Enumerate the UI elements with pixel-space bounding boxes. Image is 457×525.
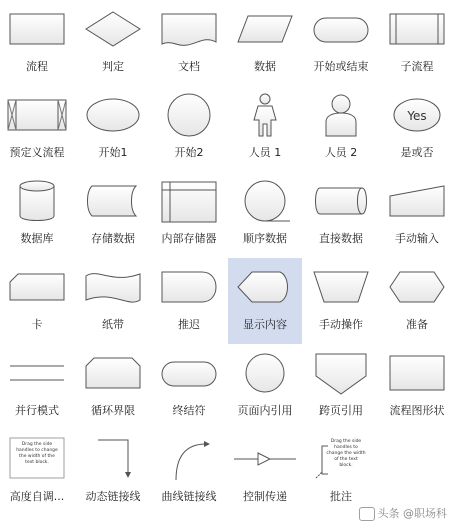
stencil-item[interactable] — [228, 344, 302, 430]
stencil-item[interactable] — [304, 172, 378, 258]
card-icon — [2, 262, 72, 312]
stencil-item-label: 内部存储器 — [161, 232, 217, 245]
svg-text:block.: block. — [339, 463, 353, 468]
display-icon — [230, 262, 300, 312]
stencil-item-label: 子流程 — [400, 60, 434, 73]
stencil-item-label: 顺序数据 — [243, 232, 287, 245]
stencil-item[interactable] — [304, 430, 378, 516]
manual-operation-icon — [306, 262, 376, 312]
svg-text:Drag the side: Drag the side — [21, 442, 53, 447]
stencil-item-label: 页面内引用 — [237, 404, 293, 417]
svg-text:handles to change: handles to change — [16, 448, 58, 453]
on-page-reference-icon — [230, 348, 300, 398]
svg-text:of the text: of the text — [334, 457, 358, 462]
preparation-icon — [382, 262, 452, 312]
paper-tape-icon — [78, 262, 148, 312]
stencil-item[interactable] — [380, 86, 454, 172]
auto-height-text-icon — [2, 434, 72, 484]
predefined-process-icon — [2, 90, 72, 140]
stencil-item-label: 动态链接线 — [85, 490, 141, 503]
stencil-item-label: 开始1 — [98, 146, 128, 159]
curved-connector-icon — [154, 434, 224, 484]
subprocess-icon — [382, 4, 452, 54]
terminal-icon — [154, 348, 224, 398]
stencil-item-label: 存储数据 — [91, 232, 135, 245]
stencil-item[interactable] — [304, 344, 378, 430]
stencil-item[interactable] — [0, 258, 74, 344]
stencil-item-label: 开始或结束 — [313, 60, 369, 73]
stencil-item-label: 开始2 — [174, 146, 204, 159]
watermark: 头条 @职场科 — [359, 505, 448, 521]
svg-text:the width of the: the width of the — [19, 454, 55, 459]
stencil-item[interactable] — [304, 258, 378, 344]
yes-no-icon — [382, 90, 452, 140]
annotation-icon — [306, 434, 376, 484]
manual-input-icon — [382, 176, 452, 226]
stencil-item-label: 判定 — [102, 60, 124, 73]
stencil-item[interactable] — [380, 172, 454, 258]
document-icon — [154, 4, 224, 54]
person-figure-icon — [230, 90, 300, 140]
start-ellipse-icon — [78, 90, 148, 140]
stencil-item[interactable] — [0, 86, 74, 172]
flowchart-shape-icon — [382, 348, 452, 398]
database-icon — [2, 176, 72, 226]
stencil-item-label: 卡 — [31, 318, 43, 331]
stencil-item-label: 推迟 — [178, 318, 200, 331]
stencil-item[interactable] — [304, 0, 378, 86]
stencil-item[interactable] — [228, 258, 302, 344]
stencil-item-label: 终结符 — [172, 404, 206, 417]
stencil-item[interactable] — [76, 430, 150, 516]
stencil-item-label: 数据 — [254, 60, 276, 73]
stencil-item[interactable] — [0, 172, 74, 258]
stencil-item[interactable] — [304, 86, 378, 172]
svg-text:text block.: text block. — [25, 460, 49, 465]
control-transfer-icon — [230, 434, 300, 484]
stencil-item[interactable] — [0, 430, 74, 516]
terminator-icon — [306, 4, 376, 54]
stencil-item-label: 纸带 — [102, 318, 124, 331]
stencil-item[interactable] — [228, 86, 302, 172]
stencil-item-label: 曲线链接线 — [161, 490, 217, 503]
direct-data-icon — [306, 176, 376, 226]
svg-text:Yes: Yes — [407, 109, 427, 123]
stencil-item[interactable] — [380, 0, 454, 86]
watermark-logo-icon — [359, 507, 375, 521]
stencil-item-label: 手动输入 — [395, 232, 439, 245]
loop-limit-icon — [78, 348, 148, 398]
stencil-item-label: 控制传递 — [243, 490, 287, 503]
stencil-item-label: 准备 — [406, 318, 428, 331]
stencil-item-label: 数据库 — [20, 232, 54, 245]
dynamic-connector-icon — [78, 434, 148, 484]
process-icon — [2, 4, 72, 54]
svg-text:Drag the side: Drag the side — [330, 439, 362, 444]
parallel-mode-icon — [2, 348, 72, 398]
stencil-item-label: 文档 — [178, 60, 200, 73]
stencil-item[interactable] — [380, 344, 454, 430]
internal-storage-icon — [154, 176, 224, 226]
stencil-item-label: 批注 — [330, 490, 352, 503]
stencil-item-label: 人员 2 — [324, 146, 358, 159]
stencil-item-label: 流程 — [26, 60, 48, 73]
svg-text:handles to: handles to — [334, 445, 358, 450]
off-page-reference-icon — [306, 348, 376, 398]
stencil-item-label: 流程图形状 — [389, 404, 445, 417]
stencil-item[interactable] — [76, 344, 150, 430]
stencil-item-label: 预定义流程 — [9, 146, 65, 159]
stencil-item-label: 跨页引用 — [319, 404, 363, 417]
stencil-item[interactable] — [228, 0, 302, 86]
sequential-data-icon — [230, 176, 300, 226]
stencil-item-label: 高度自调... — [9, 490, 65, 503]
stencil-item[interactable] — [380, 258, 454, 344]
stencil-item-label: 循环界限 — [91, 404, 135, 417]
stencil-item-label: 直接数据 — [319, 232, 363, 245]
stencil-item[interactable] — [228, 172, 302, 258]
decision-icon — [78, 4, 148, 54]
stencil-item[interactable] — [76, 172, 150, 258]
stencil-item[interactable] — [152, 0, 226, 86]
stencil-item[interactable] — [228, 430, 302, 516]
stencil-item-label: 人员 1 — [248, 146, 282, 159]
stencil-item[interactable] — [152, 172, 226, 258]
stencil-item[interactable] — [0, 0, 74, 86]
stored-data-icon — [78, 176, 148, 226]
stencil-item-label: 并行模式 — [15, 404, 59, 417]
stencil-item[interactable] — [76, 258, 150, 344]
stencil-item[interactable] — [76, 86, 150, 172]
person-avatar-icon — [306, 90, 376, 140]
stencil-item-label: 显示内容 — [243, 318, 287, 331]
stencil-item-label: 手动操作 — [319, 318, 363, 331]
stencil-item[interactable] — [152, 430, 226, 516]
stencil-item[interactable] — [0, 344, 74, 430]
data-icon — [230, 4, 300, 54]
stencil-item-label: 是或否 — [400, 146, 434, 159]
stencil-item[interactable] — [152, 344, 226, 430]
svg-text:change the width: change the width — [326, 451, 366, 456]
stencil-item[interactable] — [152, 86, 226, 172]
start-circle-icon — [154, 90, 224, 140]
stencil-item[interactable] — [76, 0, 150, 86]
stencil-item[interactable] — [152, 258, 226, 344]
delay-icon — [154, 262, 224, 312]
